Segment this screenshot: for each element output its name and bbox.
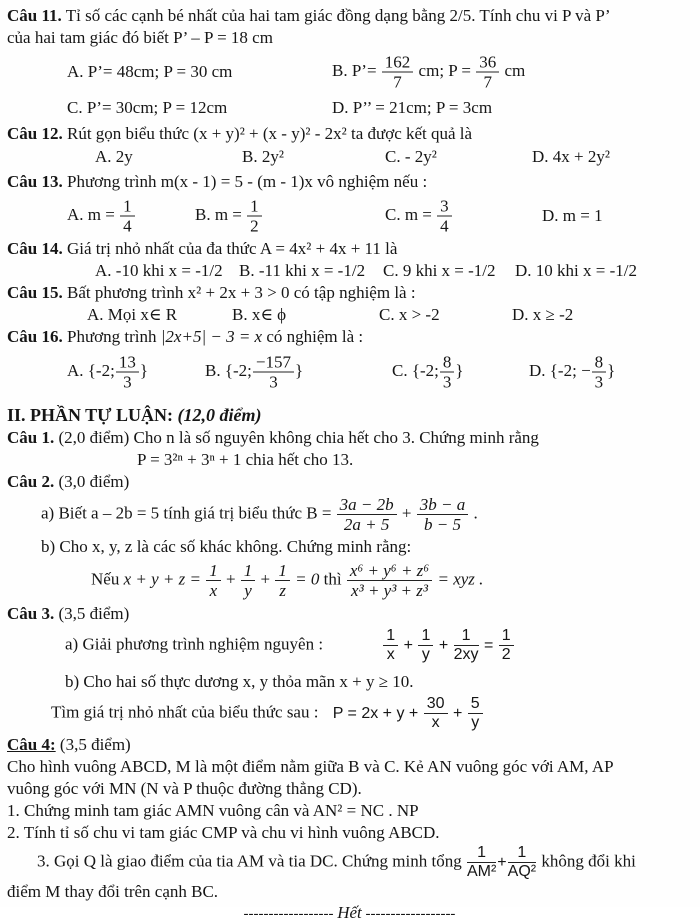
q16-option-c [392,352,464,391]
fraction [252,352,295,391]
q13-option-a [67,196,136,235]
question-15-heading [7,282,692,304]
q11-option-b [332,53,525,92]
fraction-denominator: 3 [123,372,132,391]
essay-2a-text: a) Biết a – 2b = 5 tính giá trị biểu thức B = [41,503,332,523]
question-11-heading [7,5,692,49]
fraction-denominator: y [471,714,480,731]
fraction [240,561,257,600]
fraction [591,352,608,391]
fraction [466,844,497,881]
fraction-numerator: 30 [424,695,448,714]
essay-3-part-b: b) Cho hai số thực dương x, y thỏa mãn x + y ≥ 10. [65,672,414,691]
q16-option-d [529,352,615,391]
q14-option-c: C. 9 khi x = -1/2 [383,261,496,280]
q12-option-b: B. 2y² [242,146,284,166]
essay-1-text: (2,0 điểm) Cho n là số nguyên không chia hết cho 3. Chứng minh rằng [58,428,539,447]
q16-option-d-close: } [607,360,616,380]
fraction [507,844,537,881]
footer-dashes-left: ------------------ [243,906,334,922]
essay-3-min-line [51,695,692,732]
fraction-denominator: 2xy [453,646,479,663]
fraction [274,561,291,600]
fraction [436,196,453,235]
fraction [498,627,515,664]
fraction-denominator: 4 [123,216,132,235]
fraction-numerator: 1 [241,561,256,581]
fraction-denominator: 2 [501,646,511,663]
q16-option-b-close: } [294,360,304,380]
q13-option-b [195,196,263,235]
essay-2-part-a [41,495,692,534]
fraction [423,695,449,732]
question-13-number: Câu 13. [7,172,63,191]
essay-4-item3-formula [466,844,537,880]
essay-4-para1: Cho hình vuông ABCD, M là một điểm nằm giữa B và C. Kẻ AN vuông góc với AM, AP [7,757,614,776]
q11-option-d: D. P’’ = 21cm; P = 3cm [332,98,493,117]
essay-4-heading [7,734,692,756]
fraction-denominator: AM² [466,863,497,880]
fraction-numerator: 1 [499,627,514,646]
section-2-title: II. PHẦN TỰ LUẬN: [7,405,174,425]
fraction-denominator: AQ² [507,863,537,880]
essay-3-part-a [65,627,692,664]
essay-4-item3-line2: điểm M thay đổi trên cạnh BC. [7,882,219,901]
question-12-number: Câu 12. [7,124,63,143]
fraction-numerator: 1 [508,844,536,863]
q13-option-c [385,196,453,235]
q11-option-c: C. P’= 30cm; P = 12cm [67,98,228,117]
q13-option-d: D. m = 1 [542,205,603,225]
fraction-denominator: y [421,646,430,663]
q13-option-b-text: B. m = [195,204,242,224]
q11-option-a: A. P’= 48cm; P = 30 cm [67,62,233,81]
question-15-text: Bất phương trình x² + 2x + 3 > 0 có tập nghiệm là : [66,283,416,302]
fraction [336,495,398,534]
q16-option-a-text: A. {-2; [67,360,115,380]
q12-option-a: A. 2y [95,146,133,166]
question-16-heading [7,326,692,348]
question-11-line2: của hai tam giác đó biết P’ – P = 18 cm [7,28,273,47]
fraction [382,627,399,664]
question-12-options [7,145,692,168]
fraction-denominator: x [431,714,440,731]
fraction-numerator: 3b − a [417,495,468,515]
essay-3-points: (3,5 điểm) [58,604,130,623]
plus-sign: + [452,704,463,722]
question-11-line1: Tỉ số các cạnh bé nhất của hai tam giác đồng dạng bằng 2/5. Tính chu vi P và P’ [65,6,611,25]
q16-option-b [205,352,303,391]
question-15-number: Câu 15. [7,283,63,302]
question-15-options [7,304,692,326]
q14-option-d: D. 10 khi x = -1/2 [515,261,637,280]
q11-option-b-pre: B. P’= [332,60,377,80]
question-12-heading [7,123,692,145]
question-11-options-row-1 [7,49,692,95]
essay-1-number: Câu 1. [7,428,55,447]
q16-option-a [67,352,148,391]
essay-3-number: Câu 3. [7,604,55,623]
fraction-denominator: 4 [440,216,449,235]
essay-2-heading [7,471,692,493]
essay-3-p-pre: P = 2x + y + [332,704,419,722]
plus-sign: + [260,569,271,589]
fraction-denominator: 7 [393,72,402,92]
end-of-exam-line [7,905,692,922]
section-2-heading [7,403,692,427]
fraction-denominator: x [386,646,395,663]
essay-4-item3-text: 3. Gọi Q là giao điểm của tia AM và tia DC. Chứng minh tổng [37,851,462,871]
fraction-numerator: 1 [454,627,479,646]
q12-option-c: C. - 2y² [385,146,437,166]
q16-option-c-text: C. {-2; [392,360,439,380]
fraction-numerator: 1 [247,196,262,216]
question-12-text: Rút gọn biểu thức (x + y)² + (x - y)² - 2x² ta được kết quả là [66,124,473,143]
fraction-denominator: y [244,581,252,600]
plus-sign: + [438,636,449,654]
essay-1-formula: P = 3²ⁿ + 3ⁿ + 1 chia hết cho 13. [137,450,354,469]
essay-2a-period: . [473,503,478,523]
q15-option-d: D. x ≥ -2 [512,305,574,324]
question-11-options-row-2 [7,95,692,121]
fraction-denominator: 7 [483,72,492,92]
fraction-denominator: 3 [594,372,604,391]
question-13-heading [7,171,692,193]
fraction-numerator: 1 [275,561,290,581]
q12-option-d: D. 4x + 2y² [532,146,610,166]
essay-2b-neu: Nếu [91,569,120,589]
fraction-numerator: 1 [206,561,221,581]
essay-2b-eq-post: = xyz . [437,569,484,589]
question-16-options [7,348,692,395]
essay-2b-formula [91,561,692,600]
essay-2-part-b: b) Cho x, y, z là các số khác không. Chứng minh rằng: [41,537,412,556]
fraction-numerator: 1 [467,844,496,863]
essay-2b-eq-pre: x + y + z = [123,569,201,589]
fraction-numerator: 5 [468,695,483,714]
essay-3a-text: a) Giải phương trình nghiệm nguyên : [65,634,324,654]
fraction-numerator: 36 [476,53,499,73]
essay-2-number: Câu 2. [7,472,55,491]
plus-sign: + [403,636,413,654]
question-13-text: Phương trình m(x - 1) = 5 - (m - 1)x vô nghiệm nếu : [66,172,428,191]
fraction-denominator: z [279,581,286,600]
fraction [381,53,415,92]
q15-option-c: C. x > -2 [379,305,440,324]
question-14-heading [7,238,692,260]
fraction-numerator: 8 [440,352,455,372]
fraction-numerator: 3a − 2b [337,495,397,515]
question-16-number: Câu 16. [7,327,63,346]
essay-3-heading [7,603,692,625]
q16-option-c-close: } [455,360,464,380]
essay-4-item3 [37,844,692,881]
fraction-numerator: 8 [592,352,607,372]
fraction [417,627,434,664]
fraction [453,627,480,664]
fraction [475,53,500,92]
fraction-numerator: −157 [253,352,294,372]
q16-option-d-text: D. {-2; − [529,360,591,380]
essay-4-item3-post: không đổi khi [541,851,636,871]
essay-4-number: Câu 4: [7,735,56,754]
essay-4-item1: 1. Chứng minh tam giác AMN vuông cân và AN² = NC . NP [7,801,419,820]
fraction [246,196,263,235]
fraction-numerator: 1 [383,627,398,646]
fraction-denominator: b − 5 [424,515,461,534]
fraction-numerator: 1 [120,196,135,216]
fraction [346,561,433,600]
fraction-denominator: x³ + y³ + z³ [351,581,428,600]
fraction-numerator: 162 [382,53,414,73]
equals-sign: = [483,636,494,654]
footer-dashes-right: ------------------ [365,906,456,922]
essay-2b-eq-mid: = 0 [295,569,320,589]
question-14-options [7,260,692,282]
essay-3a-formula [382,627,514,663]
essay-4-item2: 2. Tính tỉ số chu vi tam giác CMP và chu vi hình vuông ABCD. [7,823,440,842]
fraction [119,196,136,235]
fraction [467,695,484,732]
question-13-options [7,193,692,238]
essay-3-min-formula [332,695,484,731]
essay-4-points: (3,5 điểm) [59,735,131,754]
q14-option-b: B. -11 khi x = -1/2 [239,261,366,280]
fraction [205,561,222,600]
q13-option-c-text: C. m = [385,204,432,224]
fraction-denominator: 2 [250,216,259,235]
fraction-numerator: 1 [418,627,433,646]
fraction-numerator: 3 [437,196,452,216]
question-16-equation: |2x+5| − 3 = x [160,327,263,346]
essay-1-heading [7,427,692,449]
plus-sign: + [225,569,236,589]
plus-sign: + [497,853,507,871]
q11-option-b-post: cm [504,60,526,80]
fraction-denominator: 3 [442,372,452,391]
section-2-points: (12,0 điểm) [177,405,262,425]
q16-option-b-text: B. {-2; [205,360,252,380]
fraction [439,352,456,391]
plus-sign: + [401,503,412,523]
question-16-pre: Phương trình [66,327,157,346]
question-11-number: Câu 11. [7,6,62,25]
fraction-denominator: x [209,581,218,600]
question-14-text: Giá trị nhỏ nhất của đa thức A = 4x² + 4x + 11 là [66,239,398,258]
fraction [115,352,140,391]
q15-option-b: B. x∈ ϕ [232,305,287,324]
essay-3-min-text: Tìm giá trị nhỏ nhất của biểu thức sau : [51,702,319,722]
q11-option-b-mid: cm; P = [418,60,471,80]
fraction-denominator: 3 [269,372,278,391]
footer-het-label: Hết [337,903,362,922]
essay-2b-thi: thì [323,569,342,589]
essay-2-points: (3,0 điểm) [58,472,130,491]
q14-option-a: A. -10 khi x = -1/2 [95,261,223,280]
fraction-numerator: 13 [116,352,139,372]
question-14-number: Câu 14. [7,239,63,258]
q15-option-a: A. Mọi x∈ R [87,305,178,324]
essay-4-para2: vuông góc với MN (N và P thuộc đường thẳng CD). [7,779,362,798]
fraction-denominator: 2a + 5 [343,515,390,534]
q16-option-a-close: } [139,360,148,380]
fraction-numerator: x⁶ + y⁶ + z⁶ [347,561,432,581]
fraction [416,495,469,534]
question-16-post: có nghiệm là : [266,327,364,346]
q13-option-a-text: A. m = [67,204,115,224]
